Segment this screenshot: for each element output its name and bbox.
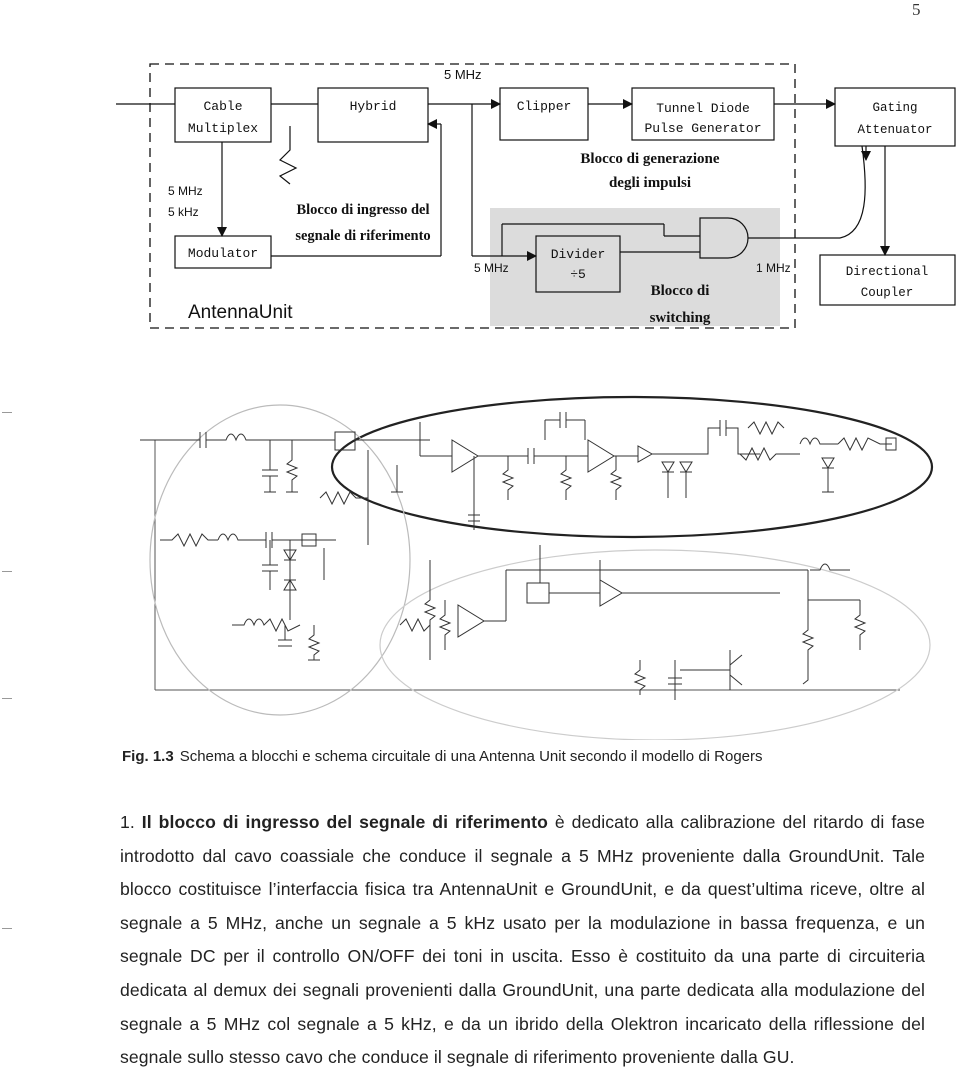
circuit-schematic <box>140 397 932 740</box>
paragraph-number: 1. <box>120 812 135 832</box>
figure-label: Fig. 1.3 <box>122 748 174 765</box>
clipper-label: Clipper <box>516 99 572 114</box>
clipper-box <box>500 88 588 140</box>
hybrid-box <box>318 88 428 142</box>
left-5khz: 5 kHz <box>168 205 199 219</box>
tunnel-diode-label-2: Pulse Generator <box>644 121 762 136</box>
page-number: 5 <box>912 0 921 19</box>
tunnel-diode-label-1: Tunnel Diode <box>656 101 750 116</box>
top-highlight-ellipse <box>332 397 932 537</box>
body-paragraph <box>120 806 925 1075</box>
divider-label-2: ÷5 <box>570 267 586 282</box>
left-5mhz: 5 MHz <box>168 184 203 198</box>
blocco-generazione-1: Blocco di generazione <box>580 151 720 167</box>
figure-caption <box>122 748 942 765</box>
gating-attenuator-box <box>835 88 955 146</box>
gating-label-1: Gating <box>872 101 918 115</box>
divider-label-1: Divider <box>550 247 606 262</box>
cable-multiplex-label-1: Cable <box>203 99 243 114</box>
divider-in-freq: 5 MHz <box>474 261 509 275</box>
paragraph-text: è dedicato alla calibrazione del ritardo di fase introdotto dal cavo coassiale che conduce il segnale a 5 MHz proveniente dalla GroundUnit. Tale blocco costituisce l’interfaccia fisica tra AntennaUnit e GroundUnit, e da quest’ultima riceve, oltre al segnale a 5 MHz, anche un segnale a 5 kHz usato per la modulazione in bassa frequenza, e un segnale DC per il controllo ON/OFF dei toni in uscita. Esso è costituito da una parte di circuiteria dedicata al demux dei segnali provenienti dalla GroundUnit, una parte dedicata alla modulazione del segnale a 5 MHz col segnale a 5 kHz, e da un ibrido della Olektron incaricato della riflessione del segnale sullo stesso cavo che conduce il segnale di riferimento proveniente dalla GU. <box>120 812 925 1068</box>
paragraph-bold-phrase: Il blocco di ingresso del segnale di riferimento <box>141 812 548 832</box>
blocco-ingresso-2: segnale di riferimento <box>295 228 431 244</box>
modulator-label: Modulator <box>187 246 259 261</box>
cable-multiplex-label-2: Multiplex <box>187 121 259 136</box>
hybrid-label: Hybrid <box>349 99 397 114</box>
antenna-unit-label: AntennaUnit <box>188 302 293 323</box>
left-highlight-ellipse <box>150 405 410 715</box>
blocco-switching-1: Blocco di <box>650 283 710 299</box>
top-frequency-label: 5 MHz <box>444 67 482 82</box>
coupler-label-1: Directional <box>845 265 929 279</box>
blocco-ingresso-1: Blocco di ingresso del <box>296 202 430 218</box>
gating-label-2: Attenuator <box>857 123 933 137</box>
coupler-label-2: Coupler <box>860 286 914 300</box>
blocco-generazione-2: degli impulsi <box>608 175 692 191</box>
bottom-highlight-ellipse <box>380 550 930 740</box>
margin-mark <box>2 928 12 929</box>
switching-shade <box>490 208 780 326</box>
blocco-switching-2: switching <box>649 310 711 326</box>
caption-text: Schema a blocchi e schema circuitale di una Antenna Unit secondo il modello di Rogers <box>179 748 763 765</box>
divider-out-freq: 1 MHz <box>756 261 791 275</box>
